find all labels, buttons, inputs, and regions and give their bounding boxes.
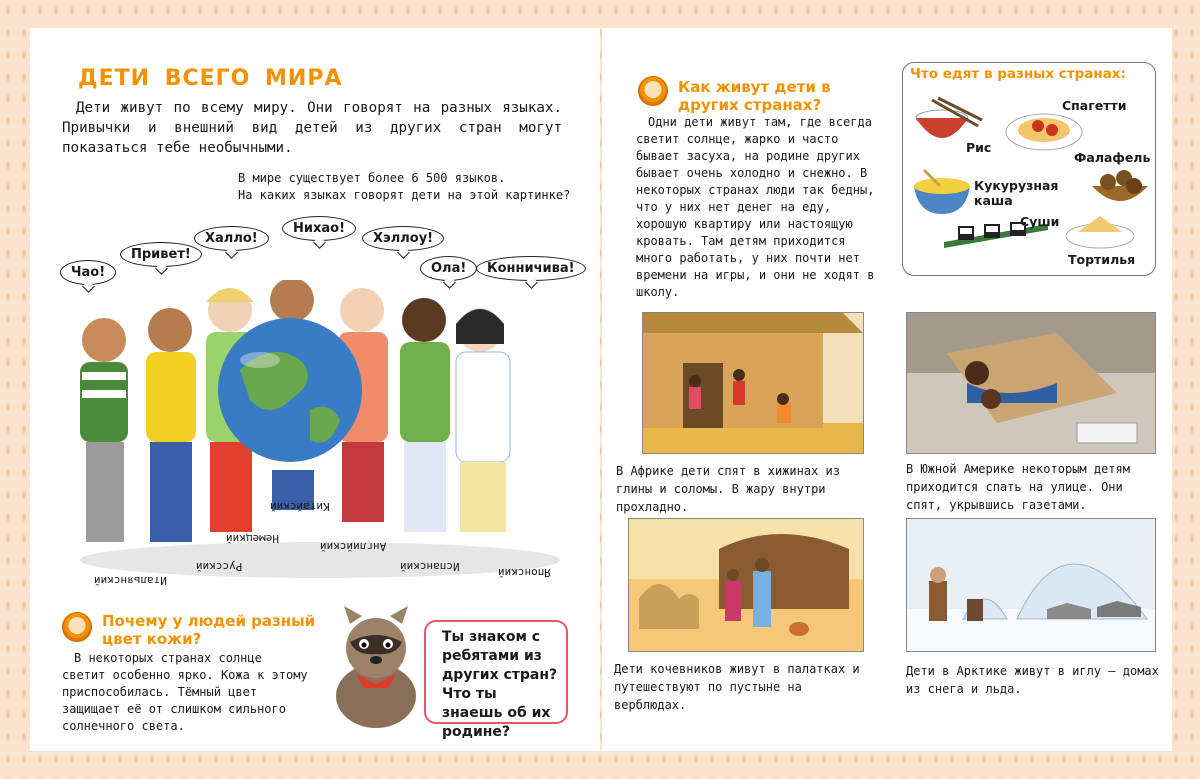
greeting-bubble: Нихао! bbox=[282, 216, 356, 241]
africa-caption: В Африке дети спят в хижинах из глины и соломы. В жару внутри прохладно. bbox=[616, 464, 840, 514]
food-label-rice: Рис bbox=[966, 140, 992, 155]
language-label: Английский bbox=[320, 540, 387, 553]
tortilla-image bbox=[1064, 210, 1136, 252]
language-label: Испанский bbox=[400, 560, 460, 573]
language-label: Русский bbox=[196, 560, 243, 573]
greeting-bubble: Ола! bbox=[420, 256, 477, 281]
greeting-bubble: Хэллоу! bbox=[362, 226, 444, 251]
nomads-desert-illustration bbox=[628, 518, 864, 652]
intro-paragraph: Дети живут по всему миру. Они говорят на разных языках. Привычки и внешний вид детей из других стран могут показаться тебе необычными. bbox=[62, 100, 562, 156]
languages-question-line: На каких языках говорят дети на этой картинке? bbox=[238, 188, 571, 202]
arctic-igloo-illustration bbox=[906, 518, 1156, 652]
language-label: Китайский bbox=[270, 500, 330, 513]
corn-porridge-image bbox=[910, 166, 976, 218]
languages-count-line: В мире существует более 6 500 языков. bbox=[238, 171, 506, 185]
africa-hut-illustration bbox=[642, 312, 864, 454]
raccoon-mascot bbox=[320, 604, 430, 732]
raccoon-question-box: Ты знаком с ребятами из других стран? Что ты знаешь об их родине? bbox=[424, 620, 568, 724]
food-label-tortilla: Тортилья bbox=[1068, 252, 1136, 267]
greeting-bubble: Чао! bbox=[60, 260, 116, 285]
skin-color-answer: В некоторых странах солнце светит особенно ярко. Кожа к этому приспособилась. Тёмный цвет защищает её от слишком сильного солнечного света. bbox=[62, 651, 308, 733]
child-figure bbox=[400, 298, 450, 532]
children-globe-illustration bbox=[60, 280, 570, 580]
skin-color-question-title: Почему у людей разный цвет кожи? bbox=[102, 612, 316, 648]
language-label: Итальянский bbox=[94, 574, 167, 587]
child-figure bbox=[80, 318, 128, 542]
living-question-title: Как живут дети в других странах? bbox=[678, 78, 831, 114]
food-label-corn-porridge: Кукурузная каша bbox=[974, 178, 1059, 208]
south-america-street-illustration bbox=[906, 312, 1156, 454]
living-answer: Одни дети живут там, где всегда светит солнце, жарко и часто бывает засуха, на родине других бывает очень холодно и снежно. В некоторых странах люди так бедны, что у них нет денег на еду, хорошую квартиру или настоящую кровать. Там детям приходится много работать, у них почти нет времени на игры, и они не ходят в школу. bbox=[636, 115, 875, 299]
languages-note bbox=[238, 170, 578, 204]
food-label-sushi: Суши bbox=[1020, 214, 1060, 229]
greeting-bubble: Привет! bbox=[120, 242, 202, 267]
child-figure bbox=[146, 308, 196, 542]
falafel-image bbox=[1090, 166, 1150, 212]
child-figure bbox=[456, 308, 510, 532]
language-label: Немецкий bbox=[226, 532, 279, 545]
greeting-bubble: Халло! bbox=[194, 226, 269, 251]
food-panel-title: Что едят в разных странах: bbox=[910, 66, 1126, 82]
greeting-bubble: Конничива! bbox=[476, 256, 586, 281]
south-america-caption: В Южной Америке некоторым детям приходится спать на улице. Они спят, укрывшись газетами. bbox=[906, 462, 1130, 512]
girl-face-icon bbox=[62, 612, 92, 642]
page-title: ДЕТИ ВСЕГО МИРА bbox=[78, 66, 343, 91]
girl-face-icon bbox=[638, 76, 668, 106]
arctic-caption: Дети в Арктике живут в иглу — домах из снега и льда. bbox=[906, 664, 1159, 696]
food-label-spaghetti: Спагетти bbox=[1062, 98, 1127, 113]
language-label: Японский bbox=[498, 566, 551, 579]
nomads-caption: Дети кочевников живут в палатках и путешествуют по пустыне на верблюдах. bbox=[614, 662, 860, 712]
food-label-falafel: Фалафель bbox=[1074, 150, 1151, 165]
spaghetti-plate-image bbox=[1004, 108, 1084, 152]
